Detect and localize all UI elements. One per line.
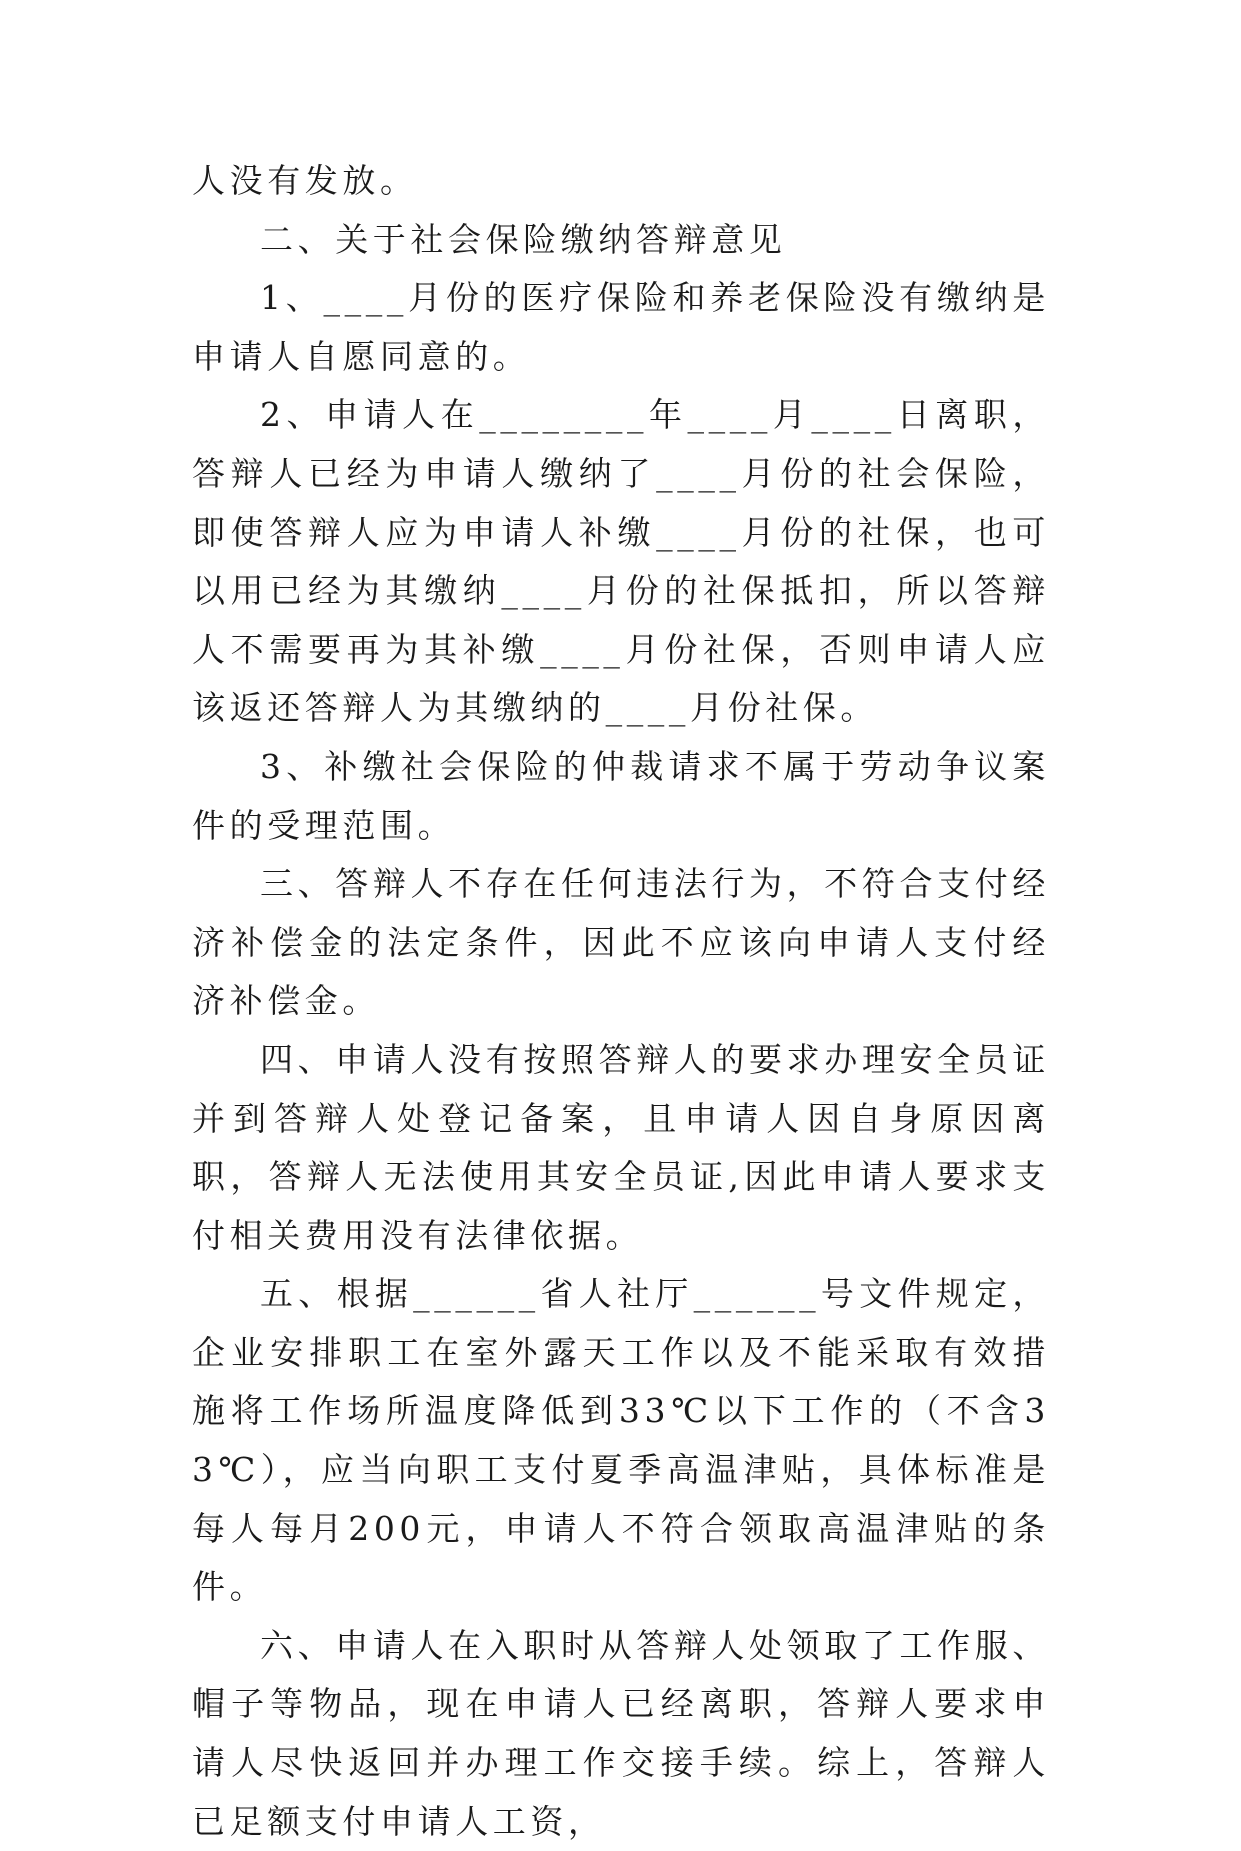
paragraph-section-2-heading: 二、关于社会保险缴纳答辩意见 <box>260 219 787 259</box>
paragraph-section-3: 三、答辩人不存在任何违法行为，不符合支付经济补偿金的法定条件，因此不应该向申请人支付经济补偿金。 <box>192 864 1050 1021</box>
document-body <box>192 152 1050 1851</box>
paragraph-item-2: 2、申请人在________年____月____日离职，答辩人已经为申请人缴纳了____月份的社会保险，即使答辩人应为申请人补缴____月份的社保，也可以用已经为其缴纳____月份的社保抵扣，所以答辩人不需要再为其补缴____月份社保，否则申请人应该返还答辩人为其缴纳的____月份社保。 <box>192 395 1050 728</box>
paragraph-section-6: 六、申请人在入职时从答辩人处领取了工作服、帽子等物品，现在申请人已经离职，答辩人要求申请人尽快返回并办理工作交接手续。综上，答辩人已足额支付申请人工资， <box>192 1625 1050 1841</box>
paragraph-continuation: 人没有发放。 <box>192 161 418 200</box>
paragraph-item-3: 3、补缴社会保险的仲裁请求不属于劳动争议案件的受理范围。 <box>192 746 1050 845</box>
paragraph-section-4: 四、申请人没有按照答辩人的要求办理安全员证并到答辩人处登记备案，且申请人因自身原因离职，答辩人无法使用其安全员证,因此申请人要求支付相关费用没有法律依据。 <box>192 1039 1050 1255</box>
paragraph-section-5: 五、根据______省人社厅______号文件规定，企业安排职工在室外露天工作以及不能采取有效措施将工作场所温度降低到33℃以下工作的（不含33℃），应当向职工支付夏季高温津贴，具体标准是每人每月200元，申请人不符合领取高温津贴的条件。 <box>192 1274 1050 1607</box>
paragraph-item-1: 1、____月份的医疗保险和养老保险没有缴纳是申请人自愿同意的。 <box>192 278 1050 376</box>
